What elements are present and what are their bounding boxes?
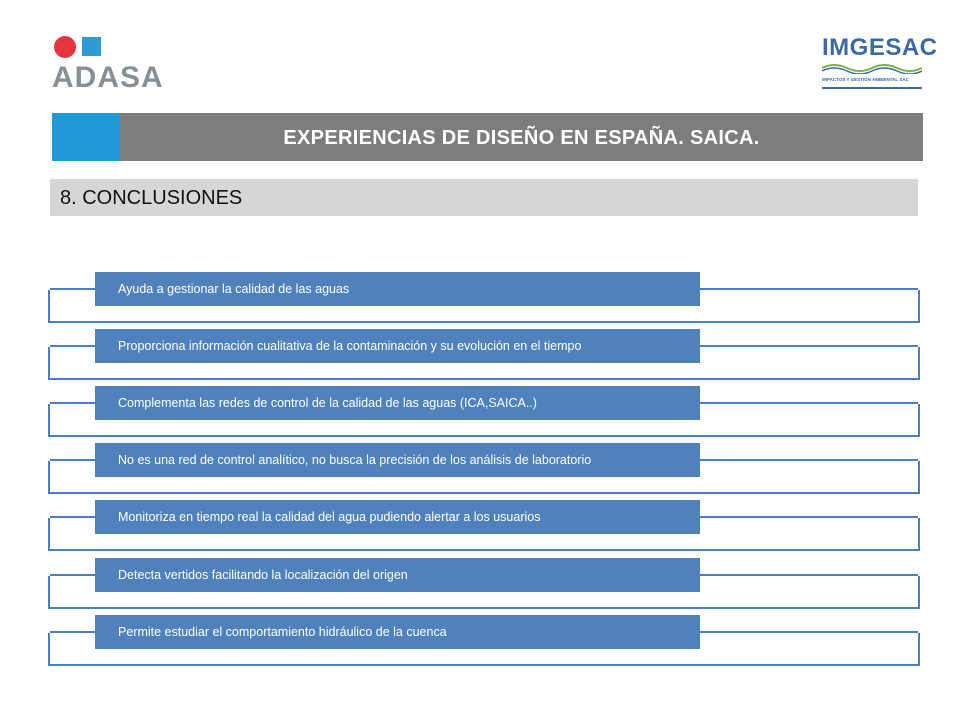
- list-item: [48, 615, 918, 667]
- list-item: [48, 500, 918, 552]
- item-label: Permite estudiar el comportamiento hidráulico de la cuenca: [95, 615, 700, 649]
- blue-square-icon: [82, 37, 101, 56]
- item-label: Proporciona información cualitativa de la contaminación y su evolución en el tiempo: [95, 329, 700, 363]
- list-item: [48, 329, 918, 381]
- item-label: Ayuda a gestionar la calidad de las aguas: [95, 272, 700, 306]
- section-title: 8. CONCLUSIONES: [60, 187, 243, 209]
- section-band: [50, 179, 918, 216]
- item-label: Detecta vertidos facilitando la localización del origen: [95, 558, 700, 592]
- imgesac-subtitle: IMPACTOS Y GESTIÓN AMBIENTAL SAC: [822, 77, 909, 82]
- list-item: [48, 386, 918, 438]
- list-item: [48, 272, 918, 324]
- item-label: No es una red de control analítico, no busca la precisión de los análisis de laboratorio: [95, 443, 700, 477]
- list-item: [48, 558, 918, 610]
- adasa-logo-text: ADASA: [52, 61, 164, 94]
- list-item: [48, 443, 918, 495]
- imgesac-logo: [820, 34, 938, 96]
- item-label: Monitoriza en tiempo real la calidad del agua pudiendo alertar a los usuarios: [95, 500, 700, 534]
- item-label: Complementa las redes de control de la calidad de las aguas (ICA,SAICA..): [95, 386, 700, 420]
- logo-underline: [822, 87, 922, 89]
- wave-icon: [822, 62, 922, 74]
- imgesac-logo-text: IMGESAC: [822, 34, 938, 61]
- adasa-logo: [52, 34, 182, 96]
- red-dot-icon: [54, 36, 76, 58]
- slide-title: EXPERIENCIAS DE DISEÑO EN ESPAÑA. SAICA.: [283, 127, 760, 149]
- title-band: [52, 113, 923, 161]
- title-accent-block: [52, 113, 120, 161]
